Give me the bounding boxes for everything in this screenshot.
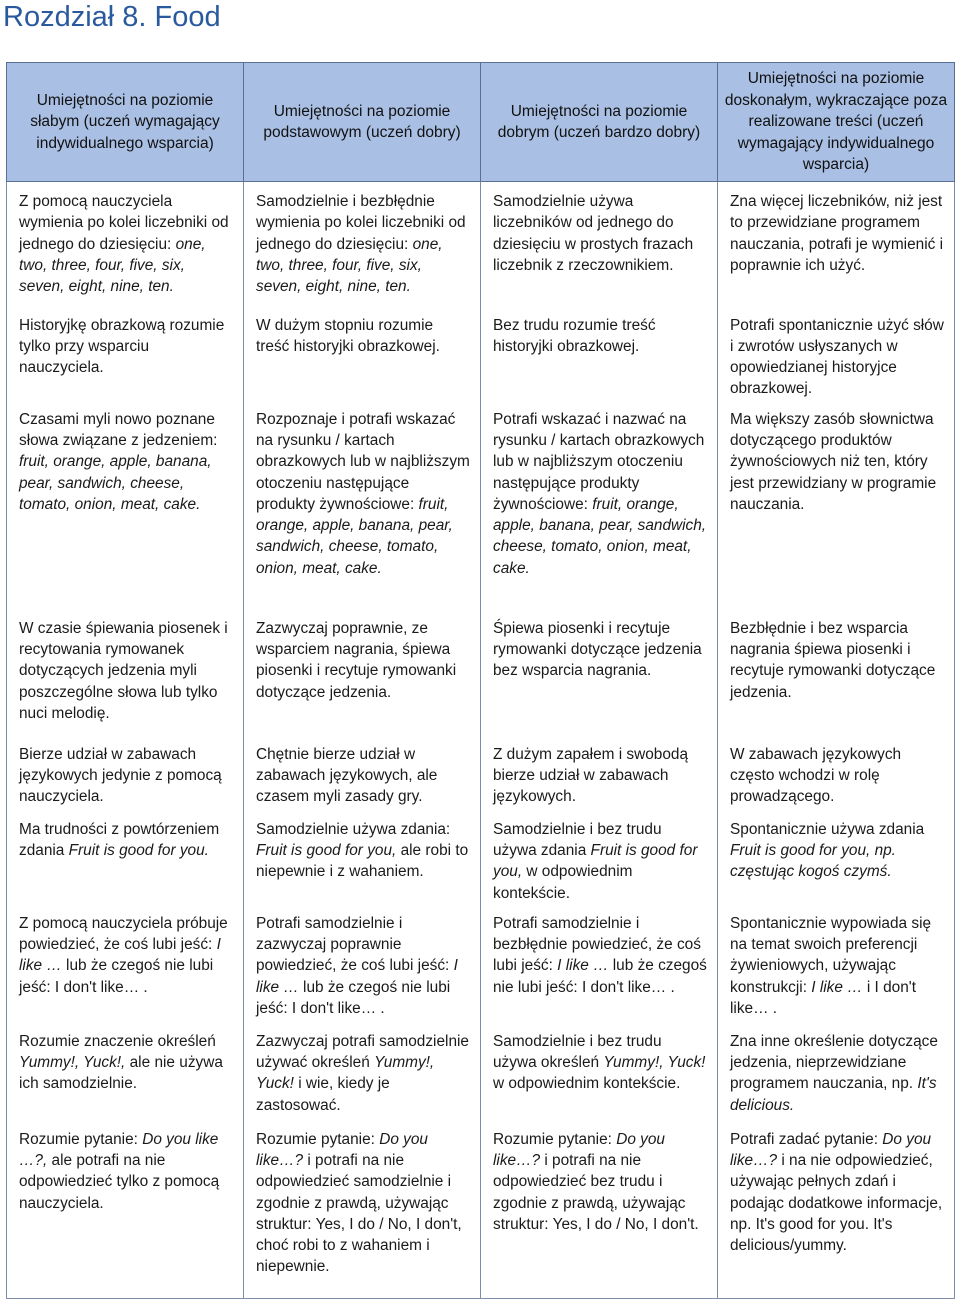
cell-text: Samodzielnie i bez trudu używa zdania <box>493 820 662 859</box>
cell-text: Bezbłędnie i bez wsparcia nagrania śpiewa piosenki i recytuje rymowanki dotyczące jedzenia. <box>730 619 936 701</box>
cell-text-after: i I don't like… . <box>730 978 916 1017</box>
cell-text: Rozpoznaje i potrafi wskazać na rysunku / kartach obrazkowych lub w najbliższym otoczeniu następujące produkty żywnościowe: <box>256 410 470 513</box>
cell-text: Z pomocą nauczyciela próbuje powiedzieć, że coś lubi jeść: <box>19 914 228 953</box>
table-cell <box>244 905 481 1026</box>
cell-text: Bez trudu rozumie treść historyjki obrazkowej. <box>493 316 656 355</box>
table-row <box>7 735 955 809</box>
cell-example: Yummy!, Yuck! <box>603 1053 706 1071</box>
cell-text: Zna inne określenie dotyczące jedzenia, nieprzewidziane programem nauczania, np. <box>730 1032 938 1093</box>
cell-text: Zazwyczaj poprawnie, ze wsparciem nagrania, śpiewa piosenki i recytuje rymowanki dotyczące jedzenia. <box>256 619 457 701</box>
table-cell <box>7 305 244 400</box>
cell-example: Fruit is good for you. <box>68 841 209 859</box>
cell-text: Samodzielnie używa liczebników od jednego do dziesięciu w prostych frazach liczebnik z rzeczownikiem. <box>493 193 694 274</box>
cell-text: Historyjkę obrazkową rozumie tylko przy wsparciu nauczyciela. <box>19 316 225 377</box>
cell-text: W zabawach językowych często wchodzi w rolę prowadzącego. <box>730 745 902 806</box>
cell-text-after: w odpowiednim kontekście. <box>493 863 633 902</box>
table-cell <box>481 1124 718 1299</box>
cell-text: Czasami myli nowo poznane słowa związane z jedzeniem: <box>19 410 218 449</box>
cell-example: Yummy!, Yuck!, <box>19 1053 126 1071</box>
table-cell <box>244 1124 481 1299</box>
cell-text-after: ale nie używa ich samodzielnie. <box>19 1053 223 1093</box>
table-row <box>7 400 955 610</box>
cell-text: Samodzielnie i bezbłędnie wymienia po kolei liczebniki od jednego do dziesięciu: <box>256 193 466 253</box>
cell-text: Chętnie bierze udział w zabawach językowych, ale czasem myli zasady gry. <box>256 745 438 806</box>
cell-example: It's delicious. <box>730 1075 937 1114</box>
cell-text: Potrafi samodzielnie i bezbłędnie powiedzieć, że coś lubi jeść: <box>493 914 701 975</box>
cell-example: Fruit is good for you, <box>256 841 397 859</box>
cell-text-after: i potrafi na nie odpowiedzieć bez trudu i zgodnie z prawdą, używając struktur: Yes, I do / No, I don't. <box>493 1151 699 1233</box>
table-cell <box>718 735 955 809</box>
table-cell <box>244 610 481 735</box>
cell-text: Rozumie znaczenie określeń <box>19 1032 216 1050</box>
cell-text-after: i na nie odpowiedzieć, używając pełnych zdań i podając dodatkowe informacje, np. It's good for you. It's delicious/yummy. <box>730 1151 943 1255</box>
cell-text-after: lub że czegoś nie lubi jeść: I don't like… . <box>256 978 451 1017</box>
cell-text-after: w odpowiednim kontekście. <box>493 1075 681 1093</box>
cell-text: Samodzielnie używa zdania: <box>256 820 451 838</box>
cell-example: one, two, three, four, five, six, seven, eight, nine, ten. <box>256 235 443 296</box>
cell-text: Śpiewa piosenki i recytuje rymowanki dotyczące jedzenia bez wsparcia nagrania. <box>493 619 702 680</box>
table-cell <box>7 400 244 610</box>
cell-text: Potrafi wskazać i nazwać na rysunku / kartach obrazkowych lub w najbliższym otoczeniu następujące produkty żywnościowe: <box>493 410 705 513</box>
cell-example: Do you like…? <box>730 1130 932 1169</box>
table-cell <box>718 905 955 1026</box>
cell-example: Do you like…? <box>256 1130 428 1169</box>
page-title: Rozdział 8. Food <box>3 1 221 33</box>
cell-example: Do you like…? <box>493 1130 665 1169</box>
cell-example: fruit, orange, apple, banana, pear, sandwich, cheese, tomato, onion, meat, cake. <box>256 495 453 577</box>
table-cell <box>7 182 244 305</box>
table-cell <box>7 809 244 905</box>
cell-text: Samodzielnie i bez trudu używa określeń <box>493 1032 662 1071</box>
cell-text-after: ale potrafi na nie odpowiedzieć tylko z pomocą nauczyciela. <box>19 1151 220 1212</box>
cell-example: one, two, three, four, five, six, seven, eight, nine, ten. <box>19 235 206 296</box>
header-cell: Umiejętności na poziomie doskonałym, wykraczające poza realizowane treści (uczeń wymagający indywidualnego wsparcia) <box>718 63 955 182</box>
cell-text-after: lub że czegoś nie lubi jeść: I don't like… . <box>19 957 214 996</box>
table-cell <box>481 305 718 400</box>
table-cell <box>7 905 244 1026</box>
cell-text: Rozumie pytanie: <box>19 1130 138 1148</box>
cell-text: Spontanicznie używa zdania <box>730 820 925 838</box>
cell-text: Zna więcej liczebników, niż jest to przewidziane programem nauczania, potrafi je wymienić i poprawnie ich użyć. <box>730 193 944 274</box>
cell-text: W czasie śpiewania piosenek i recytowania rymowanek dotyczących jedzenia myli poszczególne słowa lub tylko nuci melodię. <box>19 619 228 722</box>
header-row <box>7 63 955 182</box>
table-cell <box>244 735 481 809</box>
cell-text: Potrafi samodzielnie i zazwyczaj poprawnie powiedzieć, że coś lubi jeść: <box>256 914 450 975</box>
table-body <box>7 182 955 1299</box>
table-cell <box>244 305 481 400</box>
assessment-table <box>6 62 955 1299</box>
cell-example: fruit, orange, apple, banana, pear, sandwich, cheese, tomato, onion, meat, cake. <box>19 453 212 513</box>
cell-text: Zazwyczaj potrafi samodzielnie używać określeń <box>256 1032 469 1071</box>
header-cell: Umiejętności na poziomie dobrym (uczeń bardzo dobry) <box>481 63 718 182</box>
cell-example: Fruit is good for you, np. częstując kogoś czymś. <box>730 841 896 881</box>
cell-text: Rozumie pytanie: <box>493 1130 612 1148</box>
table-cell <box>718 1026 955 1124</box>
table-cell <box>244 1026 481 1124</box>
cell-example: fruit, orange, apple, banana, pear, sandwich, cheese, tomato, onion, meat, cake. <box>493 495 707 577</box>
cell-example: I like … <box>811 978 863 996</box>
table-cell <box>481 905 718 1026</box>
table-cell <box>718 610 955 735</box>
cell-text: W dużym stopniu rozumie treść historyjki obrazkowej. <box>256 316 440 355</box>
table-row <box>7 1124 955 1299</box>
table-cell <box>481 1026 718 1124</box>
cell-text: Potrafi zadać pytanie: <box>730 1130 879 1148</box>
table-cell <box>244 182 481 305</box>
cell-text: Spontanicznie wypowiada się na temat swoich preferencji żywieniowych, używając konstrukcji: <box>730 914 932 996</box>
cell-text-after: i potrafi na nie odpowiedzieć samodzielnie i zgodnie z prawdą, używając struktur: Yes, I do / No, I don't, choć robi to z wahaniem i niepewnie. <box>256 1151 462 1276</box>
table-cell <box>718 1124 955 1299</box>
table-cell <box>244 400 481 610</box>
cell-text: Z dużym zapałem i swobodą bierze udział w zabawach językowych. <box>493 745 689 806</box>
table-cell <box>718 400 955 610</box>
cell-text: Potrafi spontanicznie użyć słów i zwrotów usłyszanych w opowiedzianej historyjce obrazkowej. <box>730 316 944 398</box>
header-cell: Umiejętności na poziomie słabym (uczeń wymagający indywidualnego wsparcia) <box>7 63 244 182</box>
cell-example: Yummy!, Yuck! <box>256 1053 435 1093</box>
table-cell <box>481 735 718 809</box>
cell-text: Ma trudności z powtórzeniem zdania <box>19 820 220 859</box>
cell-text: Rozumie pytanie: <box>256 1130 375 1148</box>
cell-text: Bierze udział w zabawach językowych jedynie z pomocą nauczyciela. <box>19 745 222 806</box>
table-row <box>7 1026 955 1124</box>
cell-text: Ma większy zasób słownictwa dotyczącego produktów żywnościowych niż ten, który jest przewidziany w programie nauczania. <box>730 410 937 513</box>
table-cell <box>718 305 955 400</box>
table-cell <box>718 809 955 905</box>
cell-text-after: ale robi to niepewnie i z wahaniem. <box>256 841 469 881</box>
cell-text-after: lub że czegoś nie lubi jeść: I don't like… . <box>493 957 707 996</box>
table-cell <box>7 610 244 735</box>
cell-example: I like … <box>19 935 221 975</box>
table-row <box>7 905 955 1026</box>
table-row <box>7 182 955 305</box>
table-cell <box>7 735 244 809</box>
table-row <box>7 610 955 735</box>
cell-example: I like … <box>557 957 609 975</box>
header-cell: Umiejętności na poziomie podstawowym (uczeń dobry) <box>244 63 481 182</box>
table-cell <box>718 182 955 305</box>
cell-text-after: i wie, kiedy je zastosować. <box>256 1075 390 1114</box>
table-cell <box>481 610 718 735</box>
table-cell <box>7 1026 244 1124</box>
cell-example: Do you like …?, <box>19 1130 219 1169</box>
table-cell <box>244 809 481 905</box>
cell-text: Z pomocą nauczyciela wymienia po kolei liczebniki od jednego do dziesięciu: <box>19 193 229 253</box>
table-cell <box>7 1124 244 1299</box>
table-cell <box>481 809 718 905</box>
table-cell <box>481 182 718 305</box>
cell-example: I like … <box>256 957 458 996</box>
table-cell <box>481 400 718 610</box>
cell-example: Fruit is good for you, <box>493 841 698 881</box>
table-row <box>7 305 955 400</box>
table-row <box>7 809 955 905</box>
